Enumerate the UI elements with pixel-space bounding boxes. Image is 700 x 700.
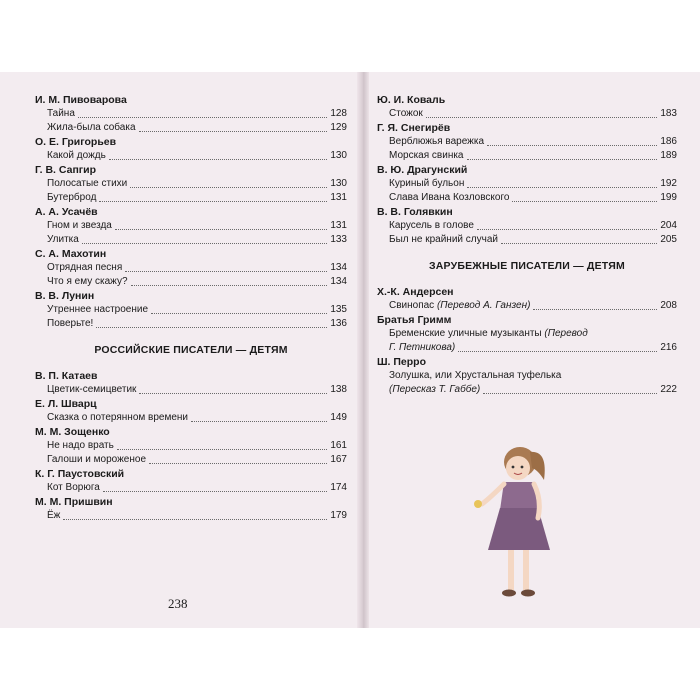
toc-title: Слава Ивана Козловского (389, 192, 510, 203)
toc-title: Сказка о потерянном времени (47, 412, 189, 423)
toc-page: 134 (330, 276, 347, 287)
dot-leader (130, 187, 327, 188)
toc-page: 208 (660, 300, 677, 311)
dot-leader (99, 201, 327, 202)
dot-leader (501, 243, 657, 244)
toc-entry (35, 453, 347, 467)
toc-entry-line (377, 369, 677, 383)
toc-page: 149 (330, 412, 347, 423)
dot-leader (63, 519, 327, 520)
toc-page: 167 (330, 454, 347, 465)
toc-title: Стожок (389, 108, 423, 119)
dot-leader (467, 187, 657, 188)
dot-leader (139, 393, 327, 394)
dot-leader (458, 351, 657, 352)
toc-entry (35, 481, 347, 495)
section-title-russian: РОССИЙСКИЕ ПИСАТЕЛИ — ДЕТЯМ (94, 344, 288, 356)
toc-title: Что я ему скажу? (47, 276, 128, 287)
toc-entry (377, 299, 677, 313)
toc-entry (35, 219, 347, 233)
toc-entry (377, 135, 677, 149)
dot-leader (426, 117, 658, 118)
toc-page: 183 (660, 108, 677, 119)
toc-note: (Перевод (544, 328, 588, 339)
toc-author: Г. В. Сапгир (35, 164, 97, 176)
toc-title: Ёж (47, 510, 61, 521)
toc-page: 186 (660, 136, 677, 147)
toc-title: Цветик-семицветик (47, 384, 137, 395)
toc-entry (377, 233, 677, 247)
book-spine (357, 72, 369, 628)
toc-title: Свинопас (389, 300, 435, 311)
toc-title: Полосатые стихи (47, 178, 128, 189)
toc-entry (35, 261, 347, 275)
toc-title: Тайна (47, 108, 75, 119)
toc-entry (35, 411, 347, 425)
dot-leader (533, 309, 657, 310)
toc-author: В. Ю. Драгунский (377, 164, 468, 176)
toc-note: (Пересказ Т. Габбе) (389, 384, 481, 395)
dot-leader (191, 421, 327, 422)
toc-author: О. Е. Григорьев (35, 136, 117, 148)
toc-title: Бутерброд (47, 192, 97, 203)
toc-title: Отрядная песня (47, 262, 123, 273)
toc-page: 199 (660, 192, 677, 203)
dot-leader (96, 327, 327, 328)
dot-leader (103, 491, 328, 492)
right-top-entries (377, 93, 677, 247)
dot-leader (512, 201, 657, 202)
toc-page: 174 (330, 482, 347, 493)
toc-title: Галоши и мороженое (47, 454, 147, 465)
toc-entry (377, 107, 677, 121)
toc-entry (35, 303, 347, 317)
toc-author: Ю. И. Коваль (377, 94, 446, 106)
toc-page: 204 (660, 220, 677, 231)
toc-author: В. В. Голявкин (377, 206, 453, 218)
left-toc-column (35, 93, 347, 523)
toc-page: 131 (330, 220, 347, 231)
toc-entry (35, 233, 347, 247)
dot-leader (117, 449, 327, 450)
page-number: 238 (168, 596, 188, 611)
toc-entry (377, 219, 677, 233)
toc-title: Золушка, или Хрустальная туфелька (389, 370, 562, 381)
toc-page: 130 (330, 150, 347, 161)
toc-page: 192 (660, 178, 677, 189)
toc-author: А. А. Усачёв (35, 206, 98, 218)
toc-entry (35, 439, 347, 453)
dot-leader (115, 229, 327, 230)
toc-entry (35, 177, 347, 191)
toc-title: Кот Ворюга (47, 482, 100, 493)
toc-entry (377, 149, 677, 163)
toc-entry (35, 275, 347, 289)
dot-leader (149, 463, 327, 464)
toc-author: Братья Гримм (377, 314, 452, 326)
toc-page: 161 (330, 440, 347, 451)
toc-page: 205 (660, 234, 677, 245)
dot-leader (467, 159, 658, 160)
toc-author: М. М. Зощенко (35, 426, 110, 438)
toc-page: 130 (330, 178, 347, 189)
toc-page: 222 (660, 384, 677, 395)
toc-page: 216 (660, 342, 677, 353)
toc-entry (35, 107, 347, 121)
toc-author: К. Г. Паустовский (35, 468, 125, 480)
toc-page: 138 (330, 384, 347, 395)
toc-page: 135 (330, 304, 347, 315)
toc-page: 131 (330, 192, 347, 203)
toc-author: И. М. Пивоварова (35, 94, 127, 106)
toc-title: Жила-была собака (47, 122, 136, 133)
left-bottom-entries (35, 369, 347, 523)
right-toc-column (377, 93, 677, 397)
dot-leader (125, 271, 327, 272)
toc-title: Верблюжья варежка (389, 136, 485, 147)
toc-title: Какой дождь (47, 150, 106, 161)
toc-entry (35, 191, 347, 205)
toc-entry (35, 383, 347, 397)
dot-leader (78, 117, 327, 118)
toc-title: Утреннее настроение (47, 304, 149, 315)
toc-note: Г. Петникова) (389, 342, 456, 353)
toc-author: Г. Я. Снегирёв (377, 122, 451, 134)
toc-title: Гном и звезда (47, 220, 112, 231)
section-title-foreign: ЗАРУБЕЖНЫЕ ПИСАТЕЛИ — ДЕТЯМ (429, 260, 625, 272)
toc-title: Улитка (47, 234, 79, 245)
toc-title: Морская свинка (389, 150, 464, 161)
toc-entry (377, 383, 677, 397)
toc-title: Куриный бульон (389, 178, 465, 189)
toc-page: 179 (330, 510, 347, 521)
dot-leader (82, 243, 327, 244)
left-top-entries (35, 93, 347, 331)
toc-entry (377, 191, 677, 205)
toc-title: Карусель в голове (389, 220, 474, 231)
toc-author: В. В. Лунин (35, 290, 95, 302)
toc-page: 129 (330, 122, 347, 133)
toc-entry-line (377, 327, 677, 341)
toc-page: 136 (330, 318, 347, 329)
toc-page: 189 (660, 150, 677, 161)
girl-illustration (468, 440, 568, 610)
toc-note: (Перевод А. Ганзен) (436, 300, 531, 311)
toc-page: 133 (330, 234, 347, 245)
toc-entry (35, 317, 347, 331)
toc-page: 134 (330, 262, 347, 273)
dot-leader (131, 285, 328, 286)
dot-leader (151, 313, 327, 314)
dot-leader (487, 145, 657, 146)
toc-title: Не надо врать (47, 440, 114, 451)
toc-page: 128 (330, 108, 347, 119)
toc-entry (377, 341, 677, 355)
toc-entry (35, 509, 347, 523)
toc-author: Х.-К. Андерсен (377, 286, 454, 298)
toc-author: Ш. Перро (377, 356, 427, 368)
dot-leader (139, 131, 328, 132)
dot-leader (477, 229, 657, 230)
toc-author: М. М. Пришвин (35, 496, 113, 508)
dot-leader (109, 159, 327, 160)
toc-title: Поверьте! (47, 318, 94, 329)
toc-entry (377, 177, 677, 191)
toc-author: С. А. Махотин (35, 248, 107, 260)
toc-title: Бременские уличные музыканты (389, 328, 542, 339)
toc-author: В. П. Катаев (35, 370, 98, 382)
toc-title: Был не крайний случай (389, 234, 498, 245)
dot-leader (483, 393, 657, 394)
toc-author: Е. Л. Шварц (35, 398, 97, 410)
toc-entry (35, 149, 347, 163)
toc-entry (35, 121, 347, 135)
